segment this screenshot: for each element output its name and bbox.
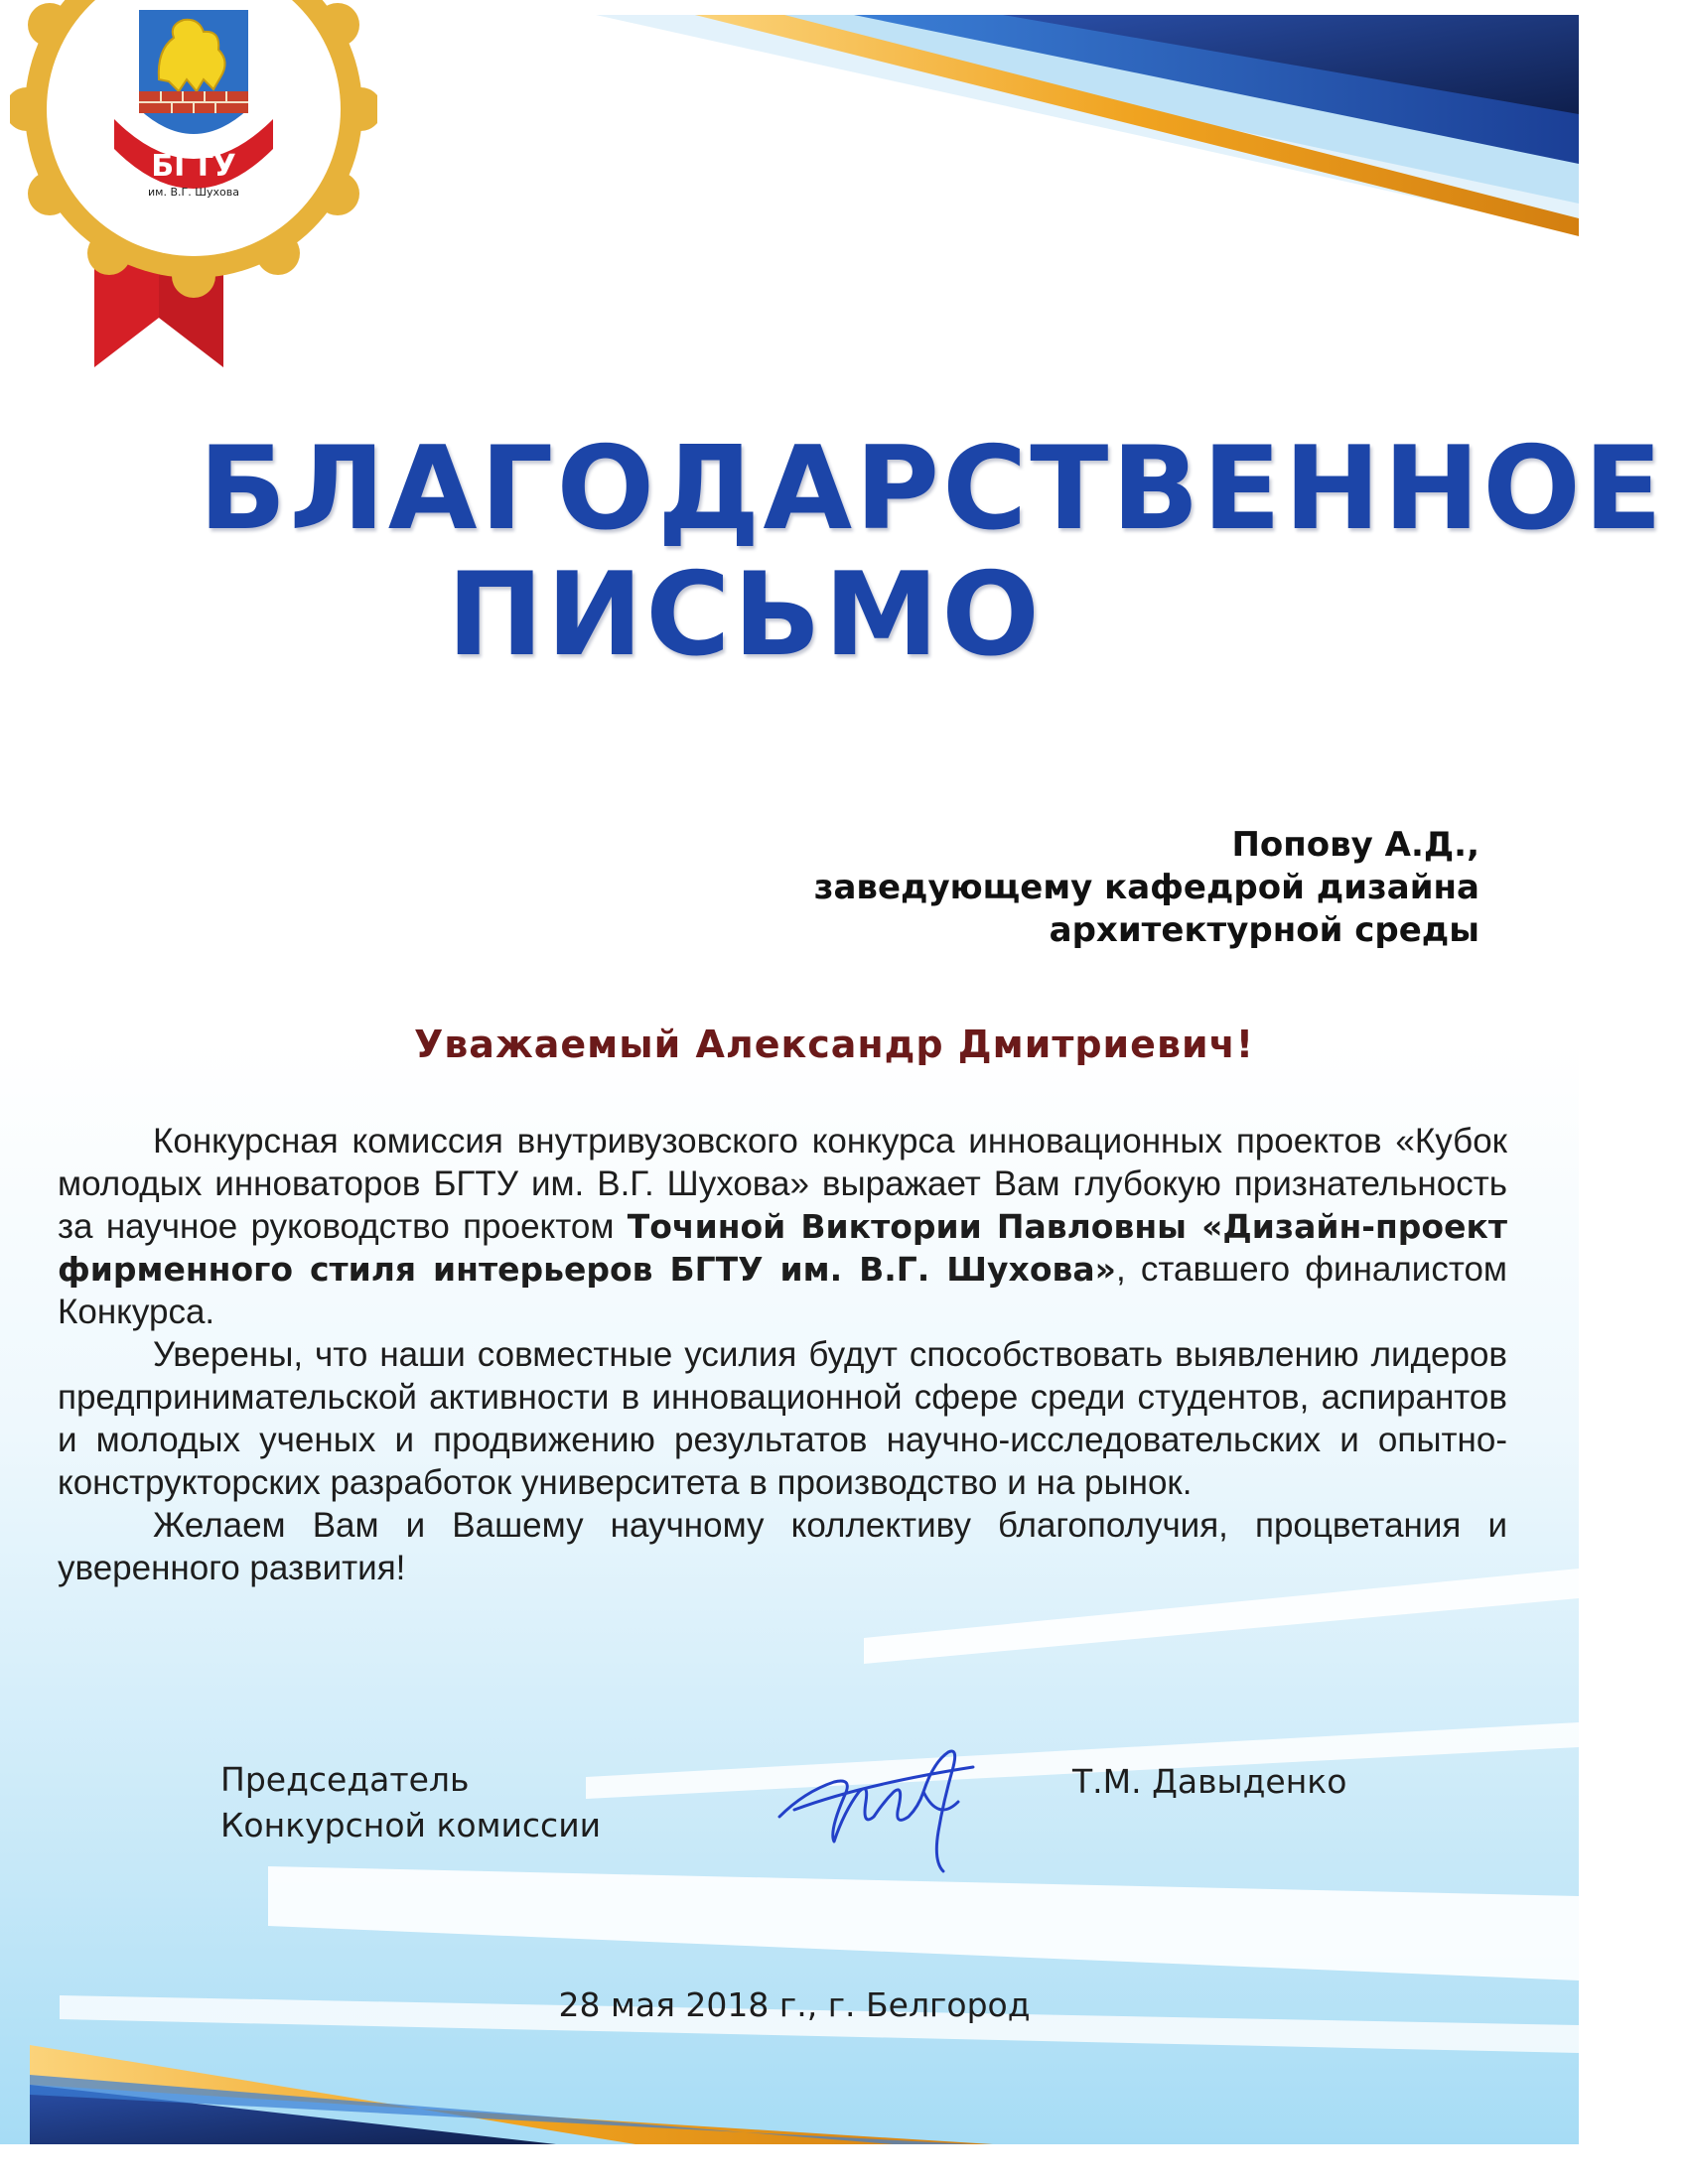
recipient-name: Попову А.Д., [1231,825,1479,865]
emblem-subtitle: им. В.Г. Шухова [148,186,239,199]
date-and-place: 28 мая 2018 г., г. Белгород [558,1985,1031,2024]
signatory-name: Т.М. Давыденко [1072,1762,1347,1801]
letter-body [58,1120,1507,1589]
recipient-department: архитектурной среды [1049,910,1479,950]
body-paragraph-3: Желаем Вам и Вашему научному коллективу благополучия, процветания и уверенного развития! [58,1506,1507,1587]
recipient-position: заведующему кафедрой дизайна [813,868,1479,907]
body-paragraph-1: Конкурсная комиссия внутривузовского конкурса инновационных проектов «Кубок молодых инноваторов БГТУ им. В.Г. Шухова» выражает Вам глубокую признательность за научное руководство проектом Точиной Виктории Павловны «Дизайн-проект фирменного стиля интерьеров БГТУ им. В.Г. Шухова», ставшего финалистом Конкурса. [58,1122,1507,1331]
letter-title-line-2: ПИСЬМО [447,548,1043,682]
greeting: Уважаемый Александр Дмитриевич! [413,1023,1255,1066]
project-highlight: Точиной Виктории Павловны «Дизайн-проект фирменного стиля интерьеров БГТУ им. В.Г. Шухова» [58,1207,1507,1289]
handwritten-signature [774,1722,1013,1881]
emblem-abbreviation: БГТУ [151,149,236,184]
letter-title-line-1: БЛАГОДАРСТВЕННОЕ [199,422,1666,556]
body-paragraph-2: Уверены, что наши совместные усилия будут способствовать выявлению лидеров предпринимательской активности в инновационной сфере среди студентов, аспирантов и молодых ученых и продвижению результатов научно-исследовательских и опытно-конструкторских разработок университета в производство и на рынок. [58,1335,1507,1502]
university-emblem [10,0,377,372]
recipient-block [586,824,1479,952]
signatory-role: Председатель Конкурсной комиссии [220,1760,602,1844]
